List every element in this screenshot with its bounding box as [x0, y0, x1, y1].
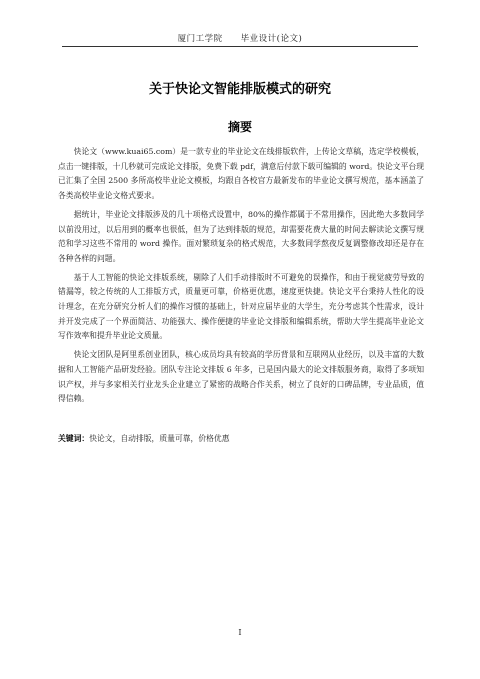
- abstract-paragraph: 基于人工智能的快论文排版系统，剔除了人们手动排版时不可避免的误操作，和由于视觉疲劳导致的错漏等，较之传统的人工排版方式，质量更可靠，价格更优惠，速度更快捷。快论文平台秉持人性化的设计理念，在充分研究分析人们的操作习惯的基础上，针对应届毕业的大学生，充分考虑其个性需求，设计并开发完成了一个界面简洁、功能强大、操作便捷的毕业论文排版和编辑系统，帮助大学生提高毕业论文写作效率和提升毕业论文质量。: [58, 272, 424, 341]
- abstract-paragraph: 快论文团队是阿里系创业团队，核心成员均具有较高的学历背景和互联网从业经历，以及丰富的大数据和人工智能产品研发经验。团队专注论文排版 6 年多，已是国内最大的论文排版服务商，取得了多项知识产权，并与多家相关行业龙头企业建立了紧密的战略合作关系，树立了良好的口碑品牌，专业品质，值得信赖。: [58, 350, 424, 404]
- keywords-text: 快论文，自动排版，质量可靠，价格优惠: [89, 434, 230, 443]
- header-rule: [62, 46, 418, 47]
- abstract-paragraph: 据统计，毕业论文排版涉及的几十项格式设置中，80%的操作都属于不常用操作，因此绝大多数同学以前没用过，以后用到的概率也很低，但为了达到排版的规范，却需要花费大量的时间去解读论文撰写规范和学习这些不常用的 word 操作。面对繁琐复杂的格式规范，大多数同学熬夜反复调整修改却还是存在各种各样的问题。: [58, 209, 424, 263]
- running-header: 厦门工学院 毕业设计(论文): [177, 34, 303, 44]
- abstract-paragraph: 快论文（www.kuai65.com）是一款专业的毕业论文在线排版软件，上传论文草稿，选定学校模板，点击一键排版，十几秒就可完成论文排版，免费下载 pdf，满意后付款下载可编辑的 word。快论文平台现已汇集了全国 2500 多所高校毕业论文模板，均跟自各校官方最新发布的毕业论文撰写规范，基本涵盖了各类高校毕业论文格式要求。: [58, 147, 424, 201]
- abstract-body: [58, 145, 424, 411]
- document-title: 关于快论文智能排版模式的研究: [148, 82, 331, 97]
- abstract-heading: 摘要: [227, 120, 252, 134]
- keywords-line: [58, 432, 424, 446]
- page-number: I: [238, 628, 242, 637]
- keywords-label: 关键词：: [58, 434, 90, 443]
